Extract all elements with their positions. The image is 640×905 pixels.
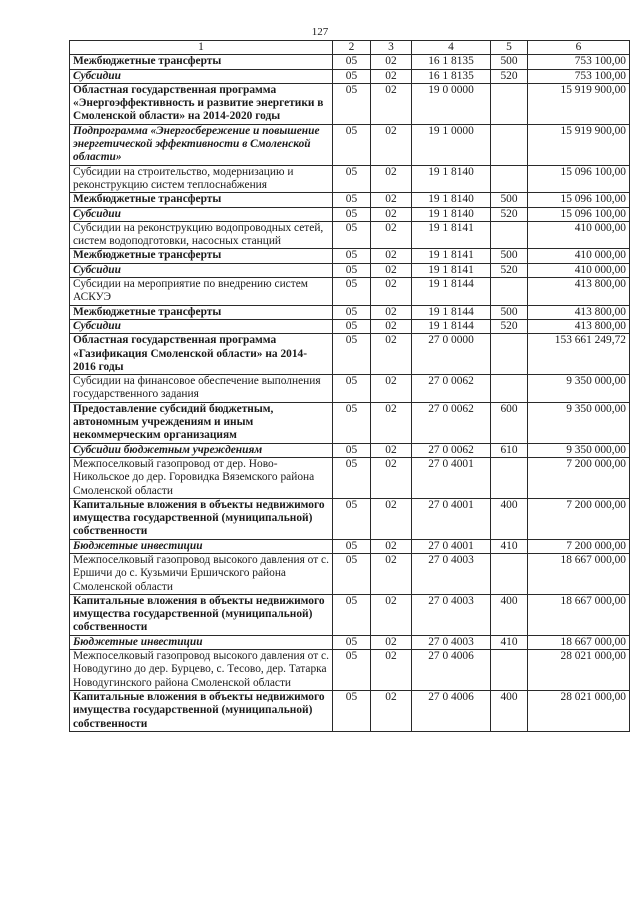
- table-row: [70, 165, 630, 193]
- expense-type-cell: 520: [491, 263, 528, 277]
- item-name-cell: Субсидии бюджетным учреждениям: [70, 443, 333, 457]
- amount-cell: 15 096 100,00: [528, 193, 630, 207]
- subsection-cell: 02: [371, 334, 412, 375]
- item-name-cell: Субсидии на финансовое обеспечение выполнения государственного задания: [70, 375, 333, 403]
- col-header-6: 6: [528, 41, 630, 55]
- amount-cell: 410 000,00: [528, 249, 630, 263]
- expense-type-cell: 520: [491, 319, 528, 333]
- item-name-cell: Субсидии: [70, 207, 333, 221]
- subsection-cell: 02: [371, 278, 412, 306]
- subsection-cell: 02: [371, 650, 412, 691]
- amount-cell: 753 100,00: [528, 55, 630, 69]
- item-name-cell: Межпоселковый газопровод от дер. Ново-Никольское до дер. Горовидка Вяземского района Смоленской области: [70, 457, 333, 498]
- item-name-cell: Межбюджетные трансферты: [70, 193, 333, 207]
- target-article-cell: 27 0 0000: [412, 334, 491, 375]
- amount-cell: 9 350 000,00: [528, 402, 630, 443]
- section-cell: 05: [333, 319, 371, 333]
- expense-type-cell: [491, 650, 528, 691]
- target-article-cell: 27 0 4003: [412, 594, 491, 635]
- expense-type-cell: 400: [491, 690, 528, 731]
- subsection-cell: 02: [371, 55, 412, 69]
- col-header-4: 4: [412, 41, 491, 55]
- section-cell: 05: [333, 305, 371, 319]
- section-cell: 05: [333, 650, 371, 691]
- amount-cell: 9 350 000,00: [528, 443, 630, 457]
- item-name-cell: Межпоселковый газопровод высокого давления от с. Новодугино до дер. Бурцево, с. Тесово, дер. Татарка Новодугинского района Смоленской области: [70, 650, 333, 691]
- expense-type-cell: [491, 278, 528, 306]
- expense-type-cell: 500: [491, 249, 528, 263]
- table-row: [70, 319, 630, 333]
- subsection-cell: 02: [371, 319, 412, 333]
- expense-type-cell: 600: [491, 402, 528, 443]
- amount-cell: 153 661 249,72: [528, 334, 630, 375]
- subsection-cell: 02: [371, 402, 412, 443]
- table-row: [70, 55, 630, 69]
- table-row: [70, 124, 630, 165]
- amount-cell: 15 919 900,00: [528, 83, 630, 124]
- target-article-cell: 27 0 0062: [412, 375, 491, 403]
- amount-cell: 753 100,00: [528, 69, 630, 83]
- col-header-3: 3: [371, 41, 412, 55]
- target-article-cell: 27 0 4006: [412, 650, 491, 691]
- subsection-cell: 02: [371, 553, 412, 594]
- item-name-cell: Бюджетные инвестиции: [70, 539, 333, 553]
- item-name-cell: Субсидии: [70, 319, 333, 333]
- expense-type-cell: 500: [491, 305, 528, 319]
- target-article-cell: 27 0 4003: [412, 635, 491, 649]
- col-header-1: 1: [70, 41, 333, 55]
- table-row: [70, 83, 630, 124]
- amount-cell: 413 800,00: [528, 305, 630, 319]
- item-name-cell: Капитальные вложения в объекты недвижимого имущества государственной (муниципальной) собственности: [70, 690, 333, 731]
- section-cell: 05: [333, 498, 371, 539]
- expense-type-cell: [491, 334, 528, 375]
- expense-type-cell: [491, 165, 528, 193]
- item-name-cell: Межбюджетные трансферты: [70, 55, 333, 69]
- section-cell: 05: [333, 443, 371, 457]
- table-row: [70, 221, 630, 249]
- expense-type-cell: 500: [491, 55, 528, 69]
- item-name-cell: Областная государственная программа «Газификация Смоленской области» на 2014-2016 годы: [70, 334, 333, 375]
- subsection-cell: 02: [371, 124, 412, 165]
- target-article-cell: 19 1 8140: [412, 207, 491, 221]
- expense-type-cell: [491, 553, 528, 594]
- expense-type-cell: [491, 221, 528, 249]
- section-cell: 05: [333, 594, 371, 635]
- target-article-cell: 19 1 8141: [412, 249, 491, 263]
- amount-cell: 15 096 100,00: [528, 207, 630, 221]
- amount-cell: 7 200 000,00: [528, 457, 630, 498]
- section-cell: 05: [333, 83, 371, 124]
- subsection-cell: 02: [371, 221, 412, 249]
- table-row: [70, 305, 630, 319]
- subsection-cell: 02: [371, 305, 412, 319]
- target-article-cell: 19 0 0000: [412, 83, 491, 124]
- table-row: [70, 690, 630, 731]
- target-article-cell: 27 0 4006: [412, 690, 491, 731]
- item-name-cell: Капитальные вложения в объекты недвижимого имущества государственной (муниципальной) собственности: [70, 498, 333, 539]
- item-name-cell: Межпоселковый газопровод высокого давления от с. Ершичи до с. Кузьмичи Ершичского района Смоленской области: [70, 553, 333, 594]
- item-name-cell: Капитальные вложения в объекты недвижимого имущества государственной (муниципальной) собственности: [70, 594, 333, 635]
- target-article-cell: 19 1 8140: [412, 193, 491, 207]
- target-article-cell: 16 1 8135: [412, 69, 491, 83]
- section-cell: 05: [333, 207, 371, 221]
- amount-cell: 9 350 000,00: [528, 375, 630, 403]
- subsection-cell: 02: [371, 263, 412, 277]
- subsection-cell: 02: [371, 193, 412, 207]
- amount-cell: 410 000,00: [528, 221, 630, 249]
- amount-cell: 28 021 000,00: [528, 650, 630, 691]
- item-name-cell: Бюджетные инвестиции: [70, 635, 333, 649]
- subsection-cell: 02: [371, 594, 412, 635]
- section-cell: 05: [333, 402, 371, 443]
- target-article-cell: 19 1 8140: [412, 165, 491, 193]
- section-cell: 05: [333, 193, 371, 207]
- expense-type-cell: [491, 124, 528, 165]
- target-article-cell: 27 0 0062: [412, 443, 491, 457]
- table-row: [70, 402, 630, 443]
- target-article-cell: 19 1 8141: [412, 263, 491, 277]
- subsection-cell: 02: [371, 539, 412, 553]
- expense-type-cell: 400: [491, 498, 528, 539]
- table-row: [70, 278, 630, 306]
- table-row: [70, 498, 630, 539]
- amount-cell: 413 800,00: [528, 278, 630, 306]
- expense-type-cell: [491, 83, 528, 124]
- page-number: 127: [311, 26, 329, 38]
- target-article-cell: 19 1 8144: [412, 319, 491, 333]
- amount-cell: 18 667 000,00: [528, 594, 630, 635]
- section-cell: 05: [333, 263, 371, 277]
- subsection-cell: 02: [371, 249, 412, 263]
- target-article-cell: 27 0 4001: [412, 498, 491, 539]
- target-article-cell: 16 1 8135: [412, 55, 491, 69]
- amount-cell: 7 200 000,00: [528, 498, 630, 539]
- section-cell: 05: [333, 278, 371, 306]
- subsection-cell: 02: [371, 165, 412, 193]
- table-row: [70, 457, 630, 498]
- subsection-cell: 02: [371, 457, 412, 498]
- section-cell: 05: [333, 221, 371, 249]
- section-cell: 05: [333, 249, 371, 263]
- section-cell: 05: [333, 375, 371, 403]
- section-cell: 05: [333, 635, 371, 649]
- amount-cell: 15 919 900,00: [528, 124, 630, 165]
- col-header-2: 2: [333, 41, 371, 55]
- target-article-cell: 19 1 8144: [412, 278, 491, 306]
- section-cell: 05: [333, 539, 371, 553]
- table-row: [70, 249, 630, 263]
- expense-type-cell: 610: [491, 443, 528, 457]
- target-article-cell: 19 1 0000: [412, 124, 491, 165]
- table-row: [70, 594, 630, 635]
- target-article-cell: 27 0 4003: [412, 553, 491, 594]
- amount-cell: 18 667 000,00: [528, 553, 630, 594]
- subsection-cell: 02: [371, 69, 412, 83]
- table-row: [70, 650, 630, 691]
- item-name-cell: Субсидии на мероприятие по внедрению систем АСКУЭ: [70, 278, 333, 306]
- amount-cell: 413 800,00: [528, 319, 630, 333]
- target-article-cell: 27 0 0062: [412, 402, 491, 443]
- amount-cell: 410 000,00: [528, 263, 630, 277]
- expense-type-cell: 520: [491, 69, 528, 83]
- subsection-cell: 02: [371, 207, 412, 221]
- item-name-cell: Межбюджетные трансферты: [70, 305, 333, 319]
- expense-type-cell: [491, 457, 528, 498]
- table-header-row: [70, 41, 630, 55]
- section-cell: 05: [333, 55, 371, 69]
- expense-type-cell: 520: [491, 207, 528, 221]
- budget-table: [69, 40, 630, 732]
- amount-cell: 15 096 100,00: [528, 165, 630, 193]
- item-name-cell: Предоставление субсидий бюджетным, автономным учреждениям и иным некоммерческим организациям: [70, 402, 333, 443]
- target-article-cell: 27 0 4001: [412, 457, 491, 498]
- target-article-cell: 19 1 8141: [412, 221, 491, 249]
- subsection-cell: 02: [371, 83, 412, 124]
- section-cell: 05: [333, 690, 371, 731]
- item-name-cell: Областная государственная программа «Энергоэффективность и развитие энергетики в Смоленской области» на 2014-2020 годы: [70, 83, 333, 124]
- item-name-cell: Субсидии на строительство, модернизацию и реконструкцию систем теплоснабжения: [70, 165, 333, 193]
- table-row: [70, 193, 630, 207]
- item-name-cell: Межбюджетные трансферты: [70, 249, 333, 263]
- section-cell: 05: [333, 334, 371, 375]
- table-row: [70, 635, 630, 649]
- expense-type-cell: 410: [491, 539, 528, 553]
- item-name-cell: Субсидии на реконструкцию водопроводных сетей, систем водоподготовки, насосных станций: [70, 221, 333, 249]
- section-cell: 05: [333, 553, 371, 594]
- table-row: [70, 334, 630, 375]
- section-cell: 05: [333, 124, 371, 165]
- expense-type-cell: 500: [491, 193, 528, 207]
- target-article-cell: 19 1 8144: [412, 305, 491, 319]
- table-row: [70, 207, 630, 221]
- table-body: [70, 55, 630, 732]
- target-article-cell: 27 0 4001: [412, 539, 491, 553]
- amount-cell: 28 021 000,00: [528, 690, 630, 731]
- table-row: [70, 443, 630, 457]
- section-cell: 05: [333, 457, 371, 498]
- table-row: [70, 539, 630, 553]
- item-name-cell: Субсидии: [70, 263, 333, 277]
- subsection-cell: 02: [371, 635, 412, 649]
- col-header-5: 5: [491, 41, 528, 55]
- expense-type-cell: 400: [491, 594, 528, 635]
- subsection-cell: 02: [371, 375, 412, 403]
- section-cell: 05: [333, 165, 371, 193]
- table-row: [70, 553, 630, 594]
- table-row: [70, 263, 630, 277]
- expense-type-cell: 410: [491, 635, 528, 649]
- expense-type-cell: [491, 375, 528, 403]
- subsection-cell: 02: [371, 498, 412, 539]
- table-row: [70, 375, 630, 403]
- amount-cell: 7 200 000,00: [528, 539, 630, 553]
- table-row: [70, 69, 630, 83]
- item-name-cell: Субсидии: [70, 69, 333, 83]
- section-cell: 05: [333, 69, 371, 83]
- subsection-cell: 02: [371, 690, 412, 731]
- subsection-cell: 02: [371, 443, 412, 457]
- item-name-cell: Подпрограмма «Энергосбережение и повышение энергетической эффективности в Смоленской области»: [70, 124, 333, 165]
- amount-cell: 18 667 000,00: [528, 635, 630, 649]
